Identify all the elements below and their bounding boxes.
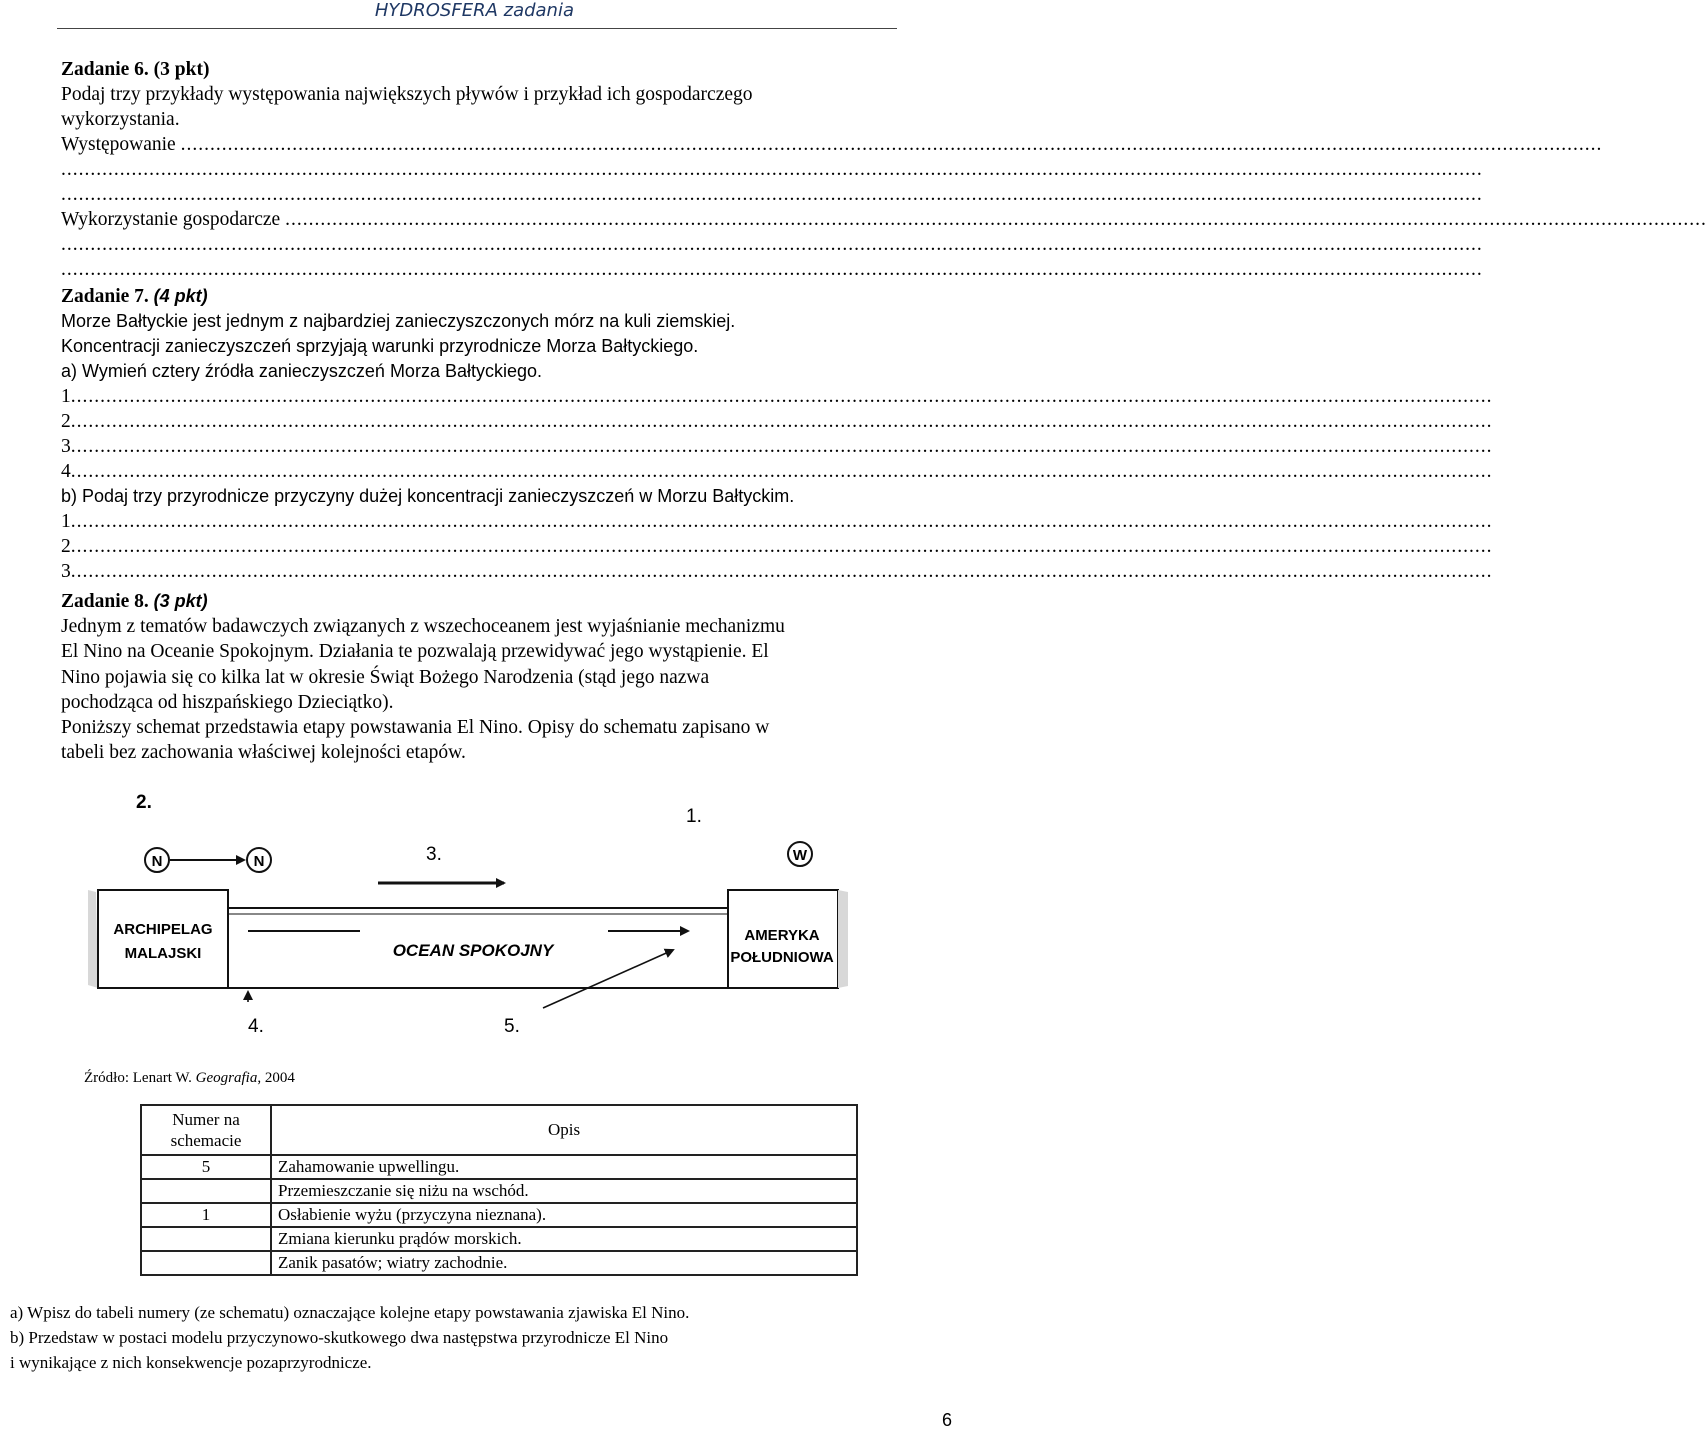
answer-line[interactable]: 3 .................................................................................................................................................................................................................................................. bbox=[61, 561, 1493, 582]
svg-text:N: N bbox=[253, 853, 265, 870]
answer-line[interactable]: 2 .................................................................................................................................................................................................................................................. bbox=[61, 536, 1493, 557]
stage-label-4: 4. bbox=[248, 1016, 264, 1037]
svg-text:MALAJSKI: MALAJSKI bbox=[124, 945, 202, 962]
el-nino-diagram bbox=[88, 780, 888, 1090]
stage-label-5: 5. bbox=[504, 1016, 520, 1037]
table-row bbox=[141, 1155, 857, 1179]
answer-line[interactable]: .................................................................................................................................................................................................................................................. bbox=[61, 184, 1483, 205]
col-header-number: Numer na schemacie bbox=[141, 1105, 271, 1155]
answer-line[interactable]: 3 .................................................................................................................................................................................................................................................. bbox=[61, 436, 1493, 457]
answer-line[interactable]: .................................................................................................................................................................................................................................................. bbox=[61, 259, 1483, 280]
task-7-line-2: Koncentracji zanieczyszczeń sprzyjają warunki przyrodnicze Morza Bałtyckiego. bbox=[61, 336, 699, 356]
stage-description: Osłabienie wyżu (przyczyna nieznana). bbox=[271, 1203, 857, 1227]
task-6-prompt-2: wykorzystania. bbox=[61, 109, 180, 130]
task-8 bbox=[61, 589, 891, 766]
table-row bbox=[141, 1203, 857, 1227]
stage-description: Zanik pasatów; wiatry zachodnie. bbox=[271, 1251, 857, 1275]
header-title: HYDROSFERA zadania bbox=[374, 0, 574, 21]
stage-label-1: 1. bbox=[686, 806, 702, 827]
stage-description: Przemieszczanie się niżu na wschód. bbox=[271, 1179, 857, 1203]
task-8-paragraph-1: Jednym z tematów badawczych związanych z wszechoceanem jest wyjaśnianie mechanizmu El Nino na Oceanie Spokojnym. Działania te pozwalają przewidywać jego wystąpienie. El Nino pojawia się co kilka lat w okresie Świąt Bożego Narodzenia (stąd jego nazwa pochodząca od hiszpańskiego Dzieciątko). bbox=[61, 616, 785, 713]
table-row bbox=[141, 1179, 857, 1203]
stage-number-cell[interactable]: 5 bbox=[141, 1155, 271, 1179]
stage-number-cell[interactable] bbox=[141, 1251, 271, 1275]
task-6-prompt-1: Podaj trzy przykłady występowania największych pływów i przykład ich gospodarczego bbox=[61, 84, 753, 105]
task-7-part-a: a) Wymień cztery źródła zanieczyszczeń Morza Bałtyckiego. bbox=[61, 361, 542, 381]
answer-line[interactable]: .................................................................................................................................................................................................................................................. bbox=[61, 159, 1483, 180]
economic-label: Wykorzystanie gospodarcze bbox=[61, 209, 286, 230]
task-6-title: Zadanie 6. bbox=[61, 59, 149, 80]
answer-line[interactable]: .................................................................................................................................................................................................................................................. bbox=[61, 234, 1483, 255]
task-6-points: (3 pkt) bbox=[153, 59, 210, 80]
answer-line[interactable]: 1 .................................................................................................................................................................................................................................................. bbox=[61, 386, 1493, 407]
occurrence-label: Występowanie bbox=[61, 134, 181, 155]
svg-text:AMERYKA: AMERYKA bbox=[744, 927, 820, 944]
stage-description: Zmiana kierunku prądów morskich. bbox=[271, 1227, 857, 1251]
task-7-title: Zadanie 7. bbox=[61, 286, 149, 307]
table-row bbox=[141, 1227, 857, 1251]
stage-number-cell[interactable]: 1 bbox=[141, 1203, 271, 1227]
task-8-questions bbox=[10, 1300, 910, 1375]
task-8-points: (3 pkt) bbox=[153, 591, 208, 611]
stage-number-cell[interactable] bbox=[141, 1227, 271, 1251]
task-7-part-b: b) Podaj trzy przyrodnicze przyczyny dużej koncentracji zanieczyszczeń w Morzu Bałtyckim. bbox=[61, 486, 795, 506]
question-b-line-2: i wynikające z nich konsekwencje pozaprzyrodnicze. bbox=[10, 1353, 372, 1372]
task-7-line-1: Morze Bałtyckie jest jednym z najbardziej zanieczyszczonych mórz na kuli ziemskiej. bbox=[61, 311, 736, 331]
question-b-line-1: b) Przedstaw w postaci modelu przyczynowo-skutkowego dwa następstwa przyrodnicze El Nino bbox=[10, 1328, 669, 1347]
question-a: a) Wpisz do tabeli numery (ze schematu) oznaczające kolejne etapy powstawania zjawiska El Nino. bbox=[10, 1303, 690, 1322]
source-citation: Źródło: Lenart W. Geografia, 2004 bbox=[84, 1070, 295, 1086]
task-6 bbox=[61, 57, 1707, 282]
stage-label-2: 2. bbox=[136, 792, 152, 813]
stages-table bbox=[140, 1104, 858, 1276]
svg-text:W: W bbox=[792, 847, 808, 864]
svg-text:ARCHIPELAG: ARCHIPELAG bbox=[113, 921, 213, 938]
col-header-description: Opis bbox=[271, 1105, 857, 1155]
svg-text:POŁUDNIOWA: POŁUDNIOWA bbox=[730, 949, 834, 966]
pressure-n-left-icon bbox=[145, 848, 169, 872]
land-archipelag-malajski bbox=[98, 890, 228, 988]
page-number: 6 bbox=[941, 1410, 952, 1430]
pressure-n-right-icon bbox=[247, 848, 271, 872]
task-7-points: (4 pkt) bbox=[153, 286, 208, 306]
stage-number-cell[interactable] bbox=[141, 1179, 271, 1203]
answer-line[interactable]: 4 .................................................................................................................................................................................................................................................. bbox=[61, 461, 1493, 482]
task-8-paragraph-2: Poniższy schemat przedstawia etapy powstawania El Nino. Opisy do schematu zapisano w tabeli bez zachowania właściwej kolejności etapów. bbox=[61, 717, 770, 764]
task-7 bbox=[61, 284, 1493, 584]
table-row bbox=[141, 1251, 857, 1275]
answer-line[interactable]: 2 .................................................................................................................................................................................................................................................. bbox=[61, 411, 1493, 432]
header-rule bbox=[57, 28, 897, 29]
stage-description: Zahamowanie upwellingu. bbox=[271, 1155, 857, 1179]
ocean-label: OCEAN SPOKOJNY bbox=[392, 941, 554, 960]
answer-line[interactable]: Występowanie .................................................................................................................................................................................................................................................. bbox=[61, 134, 1603, 155]
answer-line[interactable]: Wykorzystanie gospodarcze .................................................................................................................................................................................................................................................. bbox=[61, 209, 1707, 230]
svg-text:N: N bbox=[151, 853, 163, 870]
answer-line[interactable]: 1 .................................................................................................................................................................................................................................................. bbox=[61, 511, 1493, 532]
task-8-title: Zadanie 8. bbox=[61, 591, 149, 612]
stage-label-3: 3. bbox=[426, 844, 442, 865]
pressure-w-icon bbox=[788, 842, 812, 866]
